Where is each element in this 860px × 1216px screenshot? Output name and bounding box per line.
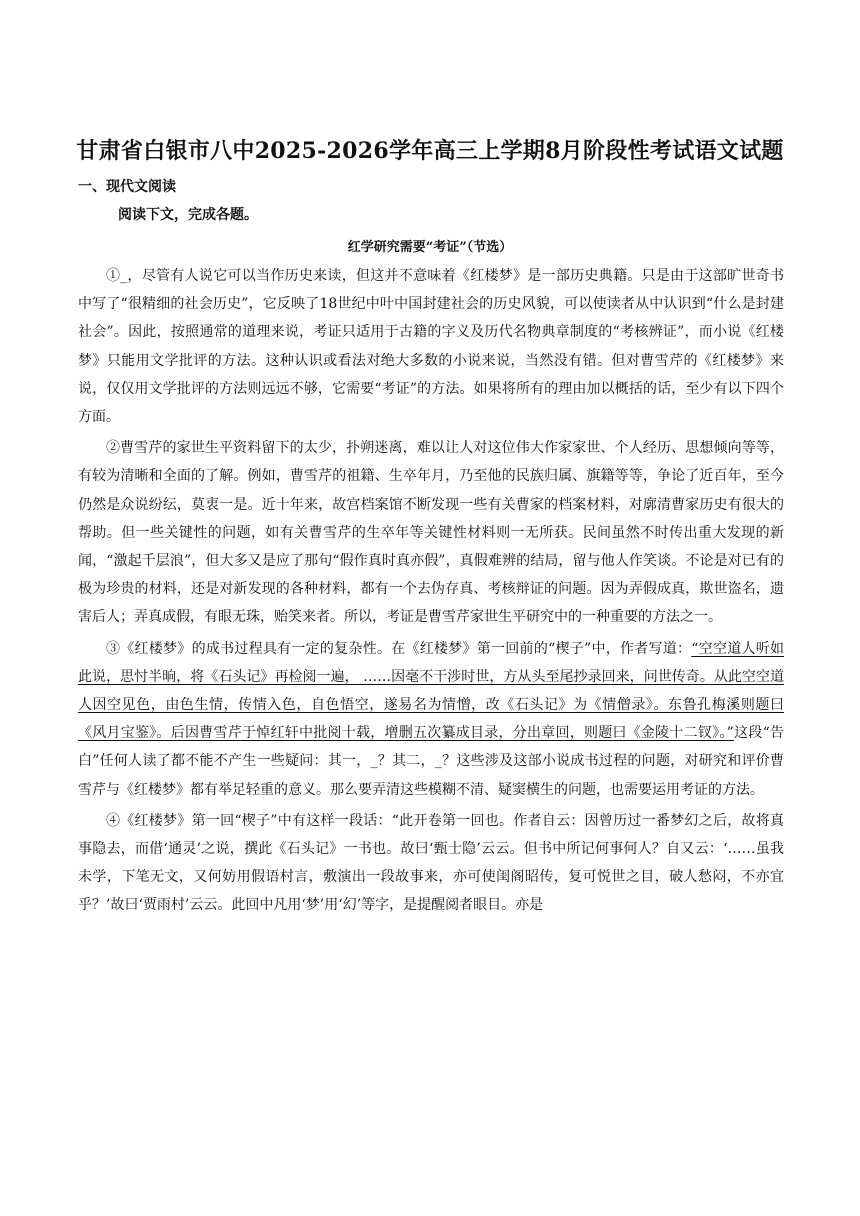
paragraph-2: ②曹雪芹的家世生平资料留下的太少，扑朔迷离，难以让人对这位伟大作家家世、个人经历、思想倾向等等，有较为清晰和全面的了解。例如，曹雪芹的祖籍、生卒年月，乃至他的民族归属、旗籍等等，争论了近百年，至今仍然是众说纷纭，莫衷一是。近十年来，故宫档案馆不断发现一些有关曹家的档案材料，对廓清曹家历史有很大的帮助。但一些关键性的问题，如有关曹雪芹的生卒年等关键性材料则一无所获。民间虽然不时传出重大发现的新闻，“激起千层浪”，但大多又是应了那句“假作真时真亦假”，真假难辨的结局，留与他人作笑谈。不论是对已有的极为珍贵的材料，还是对新发现的各种材料，都有一个去伪存真、考核辩证的问题。因为弄假成真，欺世盗名，遗害后人；弄真成假，有眼无珠，贻笑来者。所以，考证是曹雪芹家世生平研究中的一种重要的方法之一。 — [78, 440, 784, 626]
paragraph-3 — [78, 635, 784, 804]
exam-title: 甘肃省白银市八中2025-2026学年高三上学期8月阶段性考试语文试题 — [76, 138, 784, 164]
paragraph-1: ①_，尽管有人说它可以当作历史来读，但这并不意味着《红楼梦》是一部历史典籍。只是由于这部旷世奇书中写了“很精细的社会历史”，它反映了18世纪中叶中国封建社会的历史风貌，可以使读者从中认识到“什么是封建社会”。因此，按照通常的道理来说，考证只适用于古籍的字义及历代名物典章制度的“考核辨证”，而小说《红楼梦》只能用文学批评的方法。这种认识或看法对绝大多数的小说来说，当然没有错。但对曹雪芹的《红楼梦》来说，仅仅用文学批评的方法则远远不够，它需要“考证”的方法。如果将所有的理由加以概括的话，至少有以下四个方面。 — [78, 268, 784, 426]
paragraph-3-rest: 这段“告白”任何人读了都不能不产生一些疑问：其一，_？其二，_？这些涉及这部小说成书过程的问题，对研究和评价曹雪芹与《红楼梦》都有举足轻重的意义。那么要弄清这些模糊不清、疑窦横生的问题，也需要运用考证的方法。 — [78, 725, 784, 798]
article-body — [78, 262, 784, 923]
paragraph-4: ④《红楼梦》第一回“楔子”中有这样一段话：“此开卷第一回也。作者自云：因曾历过一番梦幻之后，故将真事隐去，而借‘通灵’之说，撰此《石头记》一书也。故曰‘甄士隐’云云。但书中所记何事何人？自又云：‘……虽我未学，下笔无文，又何妨用假语村言，敷演出一段故事来，亦可使闺阁昭传，复可悦世之目，破人愁闷，不亦宜乎？’故曰‘贾雨村’云云。此回中凡用‘梦’用‘幻’等字，是提醒阅者眼目。亦是 — [78, 812, 784, 914]
paragraph-3-intro: ③《红楼梦》的成书过程具有一定的复杂性。在《红楼梦》第一回前的“楔子”中，作者写道： — [106, 640, 692, 657]
instruction-text: 阅读下文，完成各题。 — [118, 207, 258, 223]
article-title: 红学研究需要“考证”（节选） — [347, 240, 513, 255]
underlined-quote: “空空道人听如此说，思忖半晌，将《石头记》再检阅一遍， ……因毫不干涉时世，方从头至尾抄录回来，问世传奇。从此空空道人因空见色，由色生情，传情入色，自色悟空，遂易名为情憎，改《石头记》为《情僧录》。东鲁孔梅溪则题曰《风月宝鉴》。后因曹雪芹于悼红轩中批阅十载，增删五次纂成目录，分出章回，则题曰《金陵十二钗》。” — [78, 640, 784, 742]
section-heading: 一、现代文阅读 — [78, 179, 176, 195]
